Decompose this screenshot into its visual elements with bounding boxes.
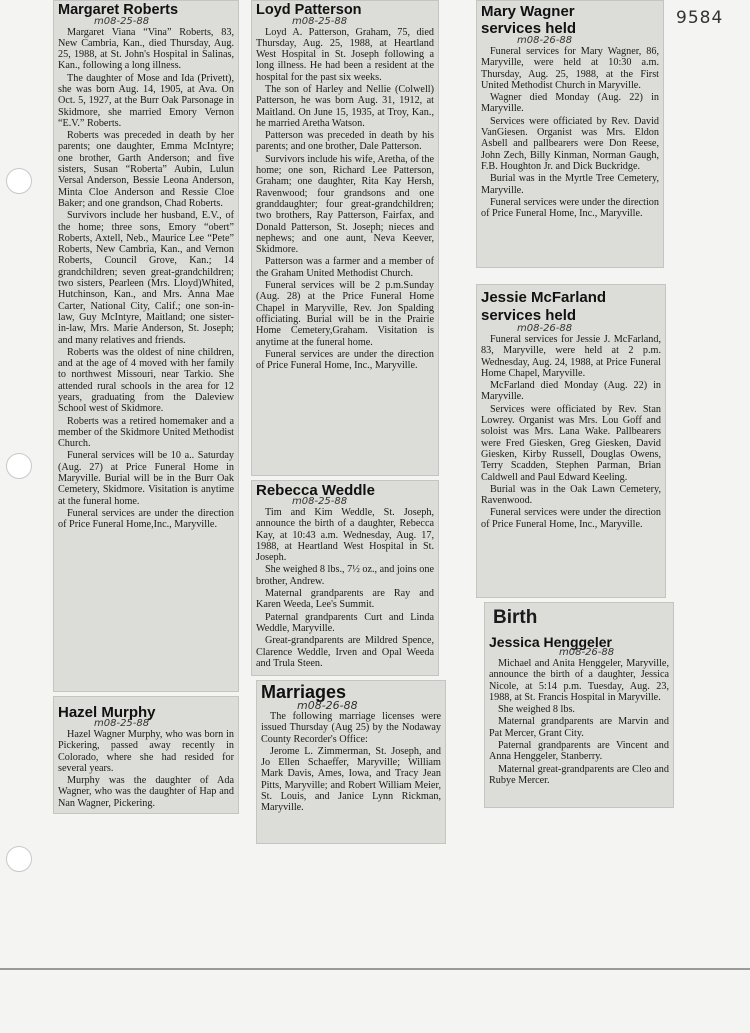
headline: Rebecca Weddle <box>256 482 375 499</box>
handwritten-date: m08-25-88 <box>94 718 150 729</box>
paragraph: Tim and Kim Weddle, St. Joseph, announce the birth of a daughter, Rebecca Kay, at 10:43 a.m. Wednesday, Aug. 17, 1988, at Heartland West Hospital in St. Joseph. <box>256 507 434 564</box>
article-body <box>256 27 434 372</box>
headline: Mary Wagner services held <box>481 3 577 37</box>
paragraph: Michael and Anita Henggeler, Maryville, announce the birth of a daughter, Jessica Nicole, at 5:14 p.m. Tuesday, Aug. 23, 1988, at St. Francis Hospital in Maryville. <box>489 658 669 703</box>
paragraph: Burial was in the Oak Lawn Cemetery, Ravenwood. <box>481 483 661 507</box>
section-heading: Birth <box>493 607 538 628</box>
clipping-rebecca-weddle <box>251 480 439 676</box>
handwritten-date: m08-26-88 <box>517 323 573 334</box>
punch-hole-middle <box>6 453 32 479</box>
paragraph: Hazel Wagner Murphy, who was born in Pickering, passed away recently in Colorado, where she had resided for several years. <box>58 729 234 774</box>
clipping-mary-wagner <box>476 0 664 268</box>
paragraph: Maternal grandparents are Marvin and Pat Mercer, Grant City. <box>489 716 669 739</box>
clipping-marriages <box>256 680 446 844</box>
paragraph: Burial was in the Myrtle Tree Cemetery, Maryville. <box>481 173 659 196</box>
article-body <box>481 46 659 219</box>
article-body <box>256 507 434 669</box>
paragraph: Services were officiated by Rev. Stan Lowrey. Organist was Mrs. Lou Goff and soloist was Mrs. Lana Wake. Pallbearers were Fred Giesken, Greg Giesken, David Giesken, Kirby Russell, Douglas Owens, Terry Scadden, Stephen Parman, Brian Caldwell and Paul Edward Keeling. <box>481 403 661 483</box>
paragraph: Services were officiated by Rev. David VanGiesen. Organist was Mrs. Eldon Asbell and pallbearers were Don Reese, John Zech, Billy Kinman, Norman Gaugh, F.B. Houghton Jr. and Dick Buckridge. <box>481 115 659 172</box>
paragraph: Funeral services for Jessie J. McFarland, 83, Maryville, were held at 2 p.m. Wednesday, Aug. 24, 1988, at Price Funeral Home Chapel, Maryville. <box>481 334 661 379</box>
paragraph: Murphy was the daughter of Ada Wagner, who was the daughter of Hap and Nan Wagner, Pickering. <box>58 775 234 809</box>
article-body <box>58 729 234 809</box>
page-number: 9584 <box>676 8 724 28</box>
article-body <box>481 334 661 530</box>
paragraph: Funeral services will be 2 p.m.Sunday (Aug. 28) at the Price Funeral Home Chapel in Maryville, Rev. Jon Spalding officiating. Burial will be in the Prairie Home Cemetery,Graham. Visitation is anytime at the funeral home. <box>256 280 434 348</box>
paragraph: Patterson was a farmer and a member of the Graham United Methodist Church. <box>256 256 434 279</box>
headline: Margaret Roberts <box>58 2 179 18</box>
paragraph: Roberts was the oldest of nine children, and at the age of 4 moved with her family to northwest Missouri, near Tarkio. She attended rural schools in the area for 12 years, graduating from the Daleview School west of Skidmore. <box>58 346 234 415</box>
clipping-hazel-murphy <box>53 696 239 814</box>
headline: Loyd Patterson <box>256 2 362 18</box>
paragraph: Maternal great-grandparents are Cleo and Rubye Mercer. <box>489 763 669 786</box>
paragraph: Margaret Viana “Vina” Roberts, 83, New Cambria, Kan., died Thursday, Aug. 25, 1988, at St. John's Hospital in Salinas, Kan., following a long illness. <box>58 26 234 72</box>
page-bottom-rule <box>0 968 750 970</box>
clipping-loyd-patterson <box>251 0 439 476</box>
paragraph: Jerome L. Zimmerman, St. Joseph, and Jo Ellen Schaeffer, Maryville; William Mark Davis, Ames, Iowa, and Tracy Jean Pitts, Maryville; and Robert William Meier, St. Louis, and Janice Lynn Rickman, Maryville. <box>261 745 441 814</box>
paragraph: McFarland died Monday (Aug. 22) in Maryville. <box>481 380 661 403</box>
paragraph: Maternal grandparents are Ray and Karen Weeda, Lee's Summit. <box>256 588 434 611</box>
paragraph: Funeral services will be 10 a.. Saturday (Aug. 27) at Price Funeral Home in Maryville. Burial will be in the Burr Oak Cemetery, Skidmore. Visitation is anytime at the funeral home. <box>58 450 234 507</box>
article-body <box>261 711 441 814</box>
handwritten-date: m08-25-88 <box>292 15 348 27</box>
handwritten-date: m08-26-88 <box>559 647 615 658</box>
paragraph: The daughter of Mose and Ida (Privett), she was born Aug. 14, 1905, at Ava. On Oct. 5, 1927, at the Burr Oak Parsonage in Skidmore, she married Emory Vernon “E.V.” Roberts. <box>58 72 234 129</box>
paragraph: The son of Harley and Nellie (Colwell) Patterson, he was born Aug. 31, 1912, at Maitland. On June 15, 1935, at Troy, Kan., he married Aretha Watson. <box>256 83 434 129</box>
paragraph: She weighed 8 lbs., 7½ oz., and joins one brother, Andrew. <box>256 564 434 587</box>
paragraph: Funeral services are under the direction of Price Funeral Home,Inc., Maryville. <box>58 507 234 531</box>
paragraph: Funeral services are under the direction of Price Funeral Home, Inc., Maryville. <box>256 348 434 372</box>
paragraph: Roberts was a retired homemaker and a member of the Skidmore United Methodist Church. <box>58 415 234 450</box>
paragraph: Loyd A. Patterson, Graham, 75, died Thursday, Aug. 25, 1988, at Heartland West Hospital in St. Joseph following a long illness. He had been a resident at the hospital for the past six weeks. <box>256 26 434 83</box>
clipping-jessie-mcfarland <box>476 284 666 598</box>
clipping-jessica-henggeler <box>484 602 674 808</box>
handwritten-date: m08-26-88 <box>297 699 358 712</box>
punch-hole-bottom <box>6 846 32 872</box>
punch-hole-top <box>6 168 32 194</box>
headline: Hazel Murphy <box>58 704 156 721</box>
paragraph: Funeral services were under the direction of Price Funeral Home, Inc., Maryville. <box>481 507 661 530</box>
handwritten-date: m08-26-88 <box>517 35 573 46</box>
paragraph: Patterson was preceded in death by his parents; and one brother, Dale Patterson. <box>256 130 434 153</box>
paragraph: Survivors include her husband, E.V., of the home; three sons, Emory “obert” Roberts, Axtell, Neb., Maurice Lee “Pete” Roberts, New Cambria, Kan., and Vernon Roberts, Council Grove, Kan.; 14 grandchildren; seven great-grandchildren; two sisters, Pearleen (Mrs. Lloyd)Whited, Hutchinson, Kan., and Mrs. Anna Mae Carter, National City, Calif.; one son-in-law, Guy McIntyre, Maitland; one sister-in-law, Mrs. Marie Anderson, St. Joseph; and many relatives and friends. <box>58 210 234 346</box>
clipping-margaret-roberts <box>53 0 239 692</box>
paragraph: Funeral services for Mary Wagner, 86, Maryville, were held at 10:30 a.m. Thursday, Aug. 25, 1988, at the First United Methodist Church in Maryville. <box>481 46 659 91</box>
headline: Jessica Henggeler <box>489 634 612 650</box>
handwritten-date: m08-25-88 <box>292 496 348 507</box>
paragraph: Paternal grandparents are Vincent and Anna Henggeler, Stanberry. <box>489 740 669 763</box>
paragraph: Survivors include his wife, Aretha, of the home; one son, Richard Lee Patterson, Graham; one daughter, Rita Kay Hersh, Ravenwood; four grandsons and one granddaughter; four great-grandchildren; two brothers, Ray Patterson, Fairfax, and Donald Patterson, St. Joseph; nieces and nephews; and one aunt, Neva Keever, Skidmore. <box>256 153 434 256</box>
handwritten-date: m08-25-88 <box>94 15 150 27</box>
paragraph: Funeral services were under the direction of Price Funeral Home, Inc., Maryville. <box>481 196 659 220</box>
paragraph: Great-grandparents are Mildred Spence, Clarence Weddle, Irven and Opal Weeda and Trula Steen. <box>256 635 434 669</box>
article-body <box>489 658 669 786</box>
paragraph: Paternal grandparents Curt and Linda Weddle, Maryville. <box>256 611 434 634</box>
paragraph: Roberts was preceded in death by her parents; one daughter, Emma McIntyre; one brother, Garth Anderson; and five sisters, Susan “Roberta” Aubin, Lulun Versal Anderson, Bessie Leona Anderson, Minta Cloe Anderson and Ressie Cloe Baker; and one grandson, Chad Roberts. <box>58 130 234 209</box>
paragraph: She weighed 8 lbs. <box>498 704 575 716</box>
paragraph: The following marriage licenses were issued Thursday (Aug 25) by the Nodaway County Recorder's Office: <box>261 711 441 745</box>
article-body <box>58 27 234 531</box>
paragraph: Wagner died Monday (Aug. 22) in Maryville. <box>481 92 659 115</box>
headline: Marriages <box>261 682 347 702</box>
headline: Jessie McFarland services held <box>481 289 607 324</box>
